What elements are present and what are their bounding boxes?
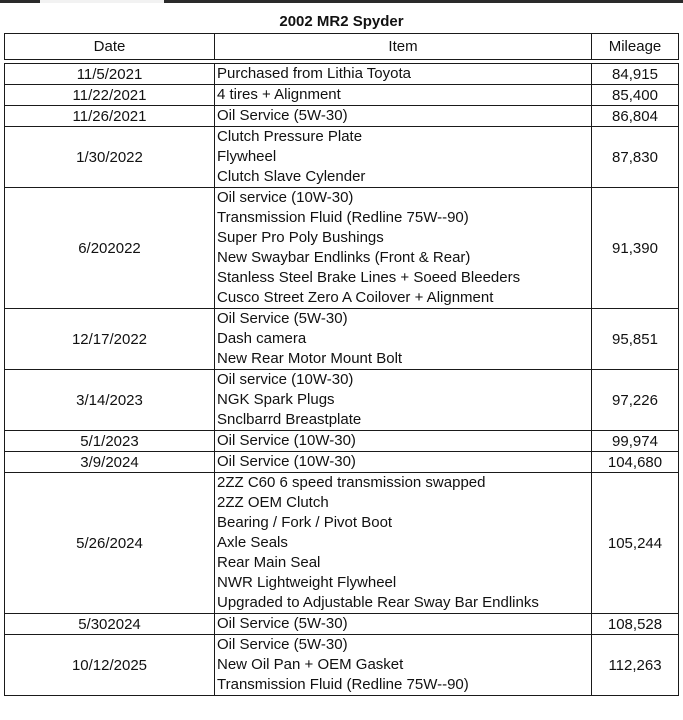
item-cell — [215, 188, 592, 309]
item-line: Oil Service (5W-30) — [217, 107, 348, 124]
item-line: Oil Service (5W-30) — [217, 615, 348, 632]
date-cell: 11/5/2021 — [5, 64, 215, 85]
item-line: Oil service (10W-30) — [217, 371, 354, 388]
item-line: Rear Main Seal — [217, 554, 321, 571]
item-line: Clutch Slave Cylender — [217, 168, 366, 185]
table-row — [5, 452, 679, 473]
date-cell: 10/12/2025 — [5, 635, 215, 696]
item-line: Cusco Street Zero A Coilover + Alignment — [217, 289, 494, 306]
item-line: 2ZZ C60 6 speed transmission swapped — [217, 474, 486, 491]
item-line: Flywheel — [217, 148, 277, 165]
mileage-cell: 108,528 — [592, 614, 679, 635]
item-cell — [215, 452, 592, 473]
item-line: Oil Service (5W-30) — [217, 636, 348, 653]
item-cell — [215, 85, 592, 106]
date-cell: 12/17/2022 — [5, 309, 215, 370]
table-row — [5, 635, 679, 696]
item-line: New Rear Motor Mount Bolt — [217, 350, 403, 367]
top-edge-tab — [40, 0, 164, 3]
item-line: Super Pro Poly Bushings — [217, 229, 384, 246]
table-row — [5, 106, 679, 127]
sheet-title: 2002 MR2 Spyder — [279, 13, 404, 30]
item-cell — [215, 370, 592, 431]
mileage-cell: 112,263 — [592, 635, 679, 696]
top-edge-strip — [0, 0, 683, 3]
mileage-cell: 105,244 — [592, 473, 679, 614]
mileage-cell: 91,390 — [592, 188, 679, 309]
date-cell: 11/26/2021 — [5, 106, 215, 127]
item-line: Upgraded to Adjustable Rear Sway Bar Endlinks — [217, 594, 539, 611]
item-line: Oil Service (10W-30) — [217, 432, 356, 449]
date-cell: 5/26/2024 — [5, 473, 215, 614]
header-mileage: Mileage — [592, 34, 679, 60]
item-line: 2ZZ OEM Clutch — [217, 494, 329, 511]
mileage-cell: 104,680 — [592, 452, 679, 473]
table-body — [5, 60, 679, 696]
item-line: Purchased from Lithia Toyota — [217, 65, 411, 82]
date-cell: 6/202022 — [5, 188, 215, 309]
item-line: Oil Service (5W-30) — [217, 310, 348, 327]
table-row — [5, 309, 679, 370]
item-line: Clutch Pressure Plate — [217, 128, 363, 145]
item-line: Axle Seals — [217, 534, 288, 551]
item-line: Dash camera — [217, 330, 307, 347]
item-line: New Swaybar Endlinks (Front & Rear) — [217, 249, 471, 266]
date-cell: 3/14/2023 — [5, 370, 215, 431]
mileage-cell: 84,915 — [592, 64, 679, 85]
item-line: 4 tires + Alignment — [217, 86, 341, 103]
date-cell: 5/1/2023 — [5, 431, 215, 452]
item-cell — [215, 473, 592, 614]
item-cell — [215, 635, 592, 696]
item-line: Transmission Fluid (Redline 75W--90) — [217, 209, 469, 226]
date-cell: 5/302024 — [5, 614, 215, 635]
date-cell: 11/22/2021 — [5, 85, 215, 106]
header-date: Date — [5, 34, 215, 60]
table-row — [5, 188, 679, 309]
item-cell — [215, 431, 592, 452]
table-row — [5, 127, 679, 188]
mileage-cell: 97,226 — [592, 370, 679, 431]
item-line: New Oil Pan + OEM Gasket — [217, 656, 404, 673]
mileage-cell: 87,830 — [592, 127, 679, 188]
item-line: Transmission Fluid (Redline 75W--90) — [217, 676, 469, 693]
date-cell: 3/9/2024 — [5, 452, 215, 473]
item-line: NWR Lightweight Flywheel — [217, 574, 397, 591]
mileage-cell: 95,851 — [592, 309, 679, 370]
mileage-cell: 86,804 — [592, 106, 679, 127]
item-line: Oil service (10W-30) — [217, 189, 354, 206]
mileage-cell: 99,974 — [592, 431, 679, 452]
item-line: NGK Spark Plugs — [217, 391, 335, 408]
table-row — [5, 614, 679, 635]
table-row — [5, 85, 679, 106]
table-row — [5, 370, 679, 431]
item-cell — [215, 309, 592, 370]
maintenance-table — [4, 33, 679, 696]
header-item: Item — [215, 34, 592, 60]
table-row — [5, 431, 679, 452]
item-line: Bearing / Fork / Pivot Boot — [217, 514, 393, 531]
date-cell: 1/30/2022 — [5, 127, 215, 188]
item-line: Snclbarrd Breastplate — [217, 411, 362, 428]
item-cell — [215, 127, 592, 188]
header-row — [5, 34, 679, 60]
item-cell — [215, 64, 592, 85]
mileage-cell: 85,400 — [592, 85, 679, 106]
item-cell — [215, 106, 592, 127]
table-row — [5, 64, 679, 85]
table-row — [5, 473, 679, 614]
item-line: Oil Service (10W-30) — [217, 453, 356, 470]
item-cell — [215, 614, 592, 635]
item-line: Stanless Steel Brake Lines + Soeed Bleeders — [217, 269, 521, 286]
